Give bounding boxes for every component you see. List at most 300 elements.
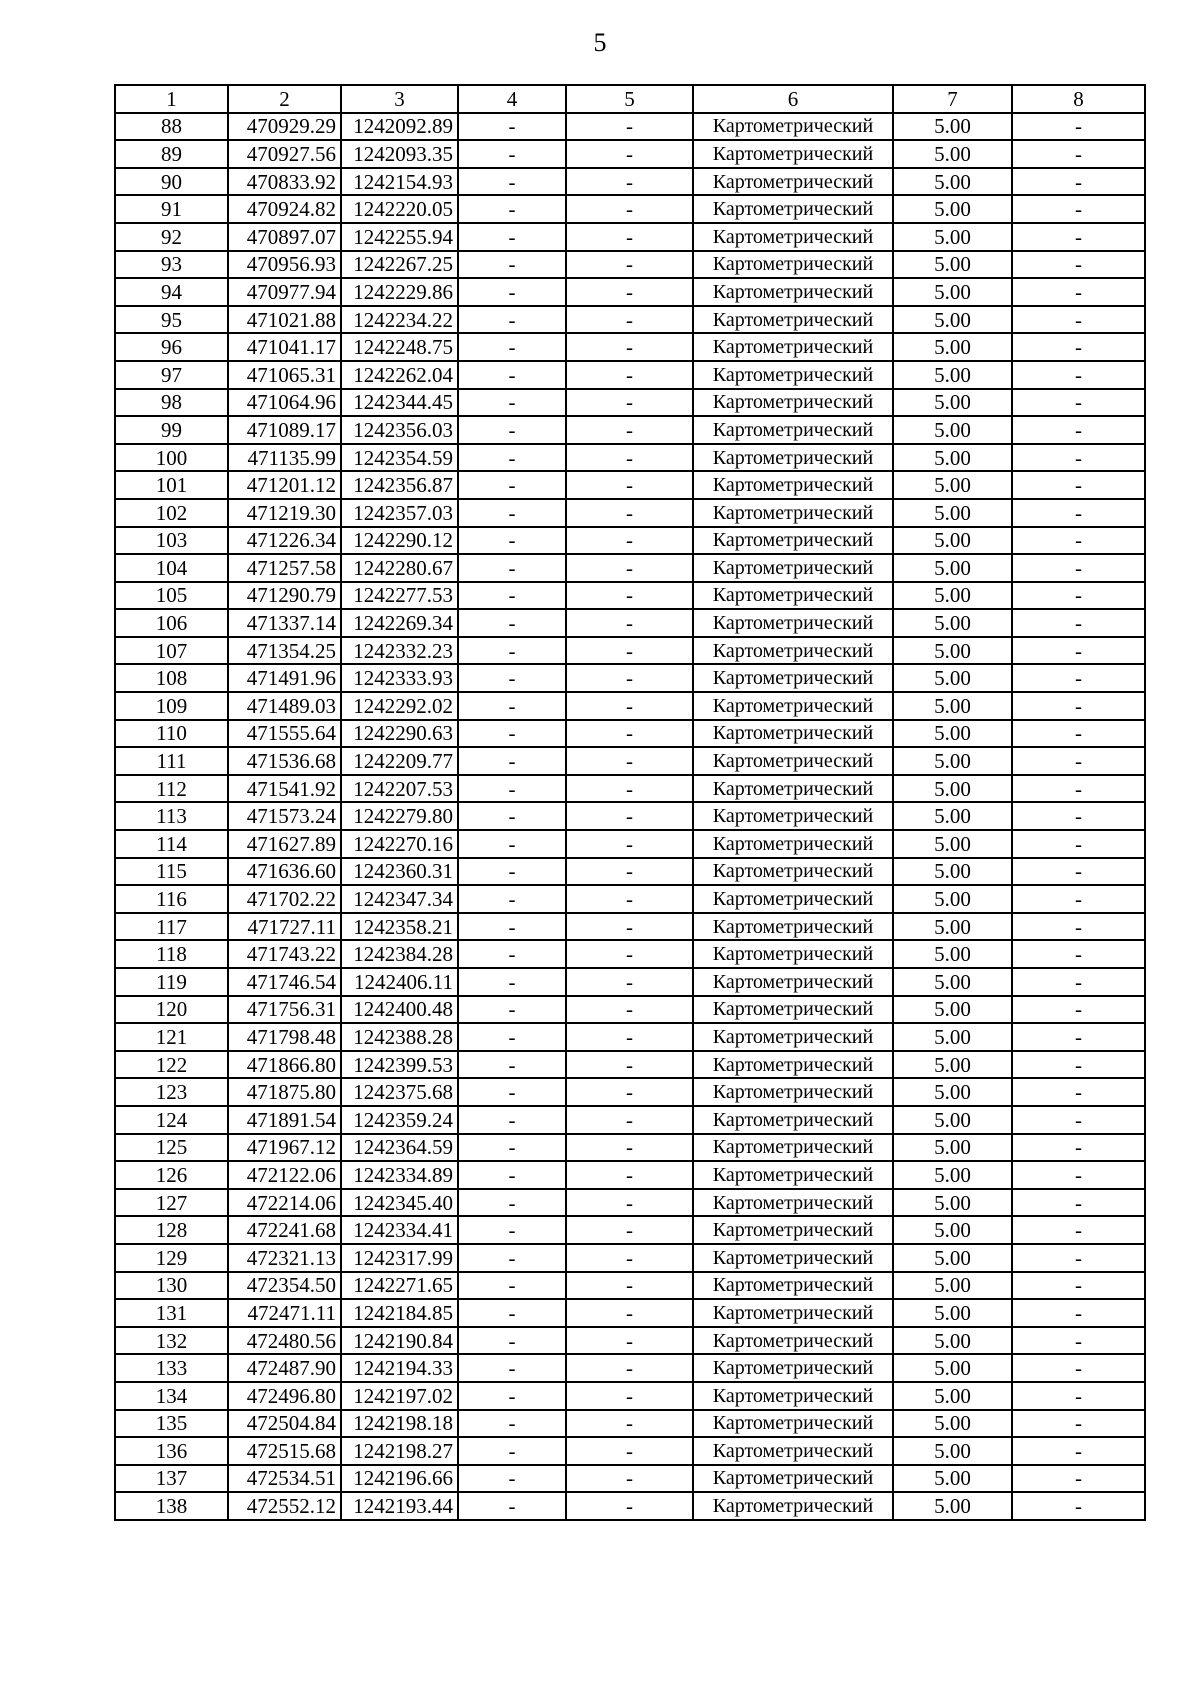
table-cell-col1: 134 [115, 1382, 228, 1410]
table-cell-col7: 5.00 [893, 306, 1012, 334]
table-cell-col1: 131 [115, 1299, 228, 1327]
table-cell-col3: 1242334.41 [341, 1216, 458, 1244]
table-cell-col4: - [458, 1244, 566, 1272]
table-cell-col8: - [1012, 692, 1145, 720]
table-cell-col1: 124 [115, 1106, 228, 1134]
table-row [115, 940, 1145, 968]
table-cell-col7: 5.00 [893, 416, 1012, 444]
table-cell-col6: Картометрический [693, 968, 893, 996]
table-cell-col5: - [566, 168, 693, 196]
table-cell-col1: 132 [115, 1327, 228, 1355]
table-cell-col4: - [458, 1410, 566, 1438]
table-cell-col8: - [1012, 1465, 1145, 1493]
table-row [115, 664, 1145, 692]
table-cell-col2: 471627.89 [228, 830, 341, 858]
table-cell-col6: Картометрический [693, 582, 893, 610]
table-cell-col4: - [458, 940, 566, 968]
table-cell-col5: - [566, 195, 693, 223]
table-row [115, 527, 1145, 555]
table-cell-col8: - [1012, 1492, 1145, 1520]
table-cell-col3: 1242234.22 [341, 306, 458, 334]
table-cell-col3: 1242334.89 [341, 1161, 458, 1189]
table-cell-col3: 1242092.89 [341, 113, 458, 141]
table-cell-col3: 1242347.34 [341, 885, 458, 913]
table-cell-col7: 5.00 [893, 885, 1012, 913]
table-cell-col6: Картометрический [693, 720, 893, 748]
table-cell-col7: 5.00 [893, 1382, 1012, 1410]
table-cell-col8: - [1012, 775, 1145, 803]
table-cell-col2: 472480.56 [228, 1327, 341, 1355]
table-cell-col5: - [566, 1299, 693, 1327]
table-row [115, 1244, 1145, 1272]
table-cell-col3: 1242271.65 [341, 1272, 458, 1300]
table-cell-col3: 1242190.84 [341, 1327, 458, 1355]
table-cell-col6: Картометрический [693, 1465, 893, 1493]
table-cell-col2: 472241.68 [228, 1216, 341, 1244]
table-cell-col6: Картометрический [693, 858, 893, 886]
table-cell-col5: - [566, 223, 693, 251]
table-cell-col7: 5.00 [893, 1189, 1012, 1217]
table-cell-col2: 471041.17 [228, 333, 341, 361]
table-cell-col7: 5.00 [893, 802, 1012, 830]
table-row [115, 140, 1145, 168]
table-cell-col8: - [1012, 389, 1145, 417]
table-row [115, 802, 1145, 830]
table-cell-col4: - [458, 1354, 566, 1382]
column-header-7: 7 [893, 85, 1012, 113]
table-cell-col6: Картометрический [693, 527, 893, 555]
table-cell-col5: - [566, 499, 693, 527]
table-cell-col3: 1242279.80 [341, 802, 458, 830]
table-cell-col5: - [566, 140, 693, 168]
table-row [115, 913, 1145, 941]
table-cell-col5: - [566, 306, 693, 334]
table-cell-col4: - [458, 113, 566, 141]
table-cell-col2: 471135.99 [228, 444, 341, 472]
table-cell-col2: 472552.12 [228, 1492, 341, 1520]
table-cell-col4: - [458, 858, 566, 886]
table-cell-col4: - [458, 554, 566, 582]
table-cell-col5: - [566, 1437, 693, 1465]
table-cell-col4: - [458, 361, 566, 389]
table-cell-col8: - [1012, 1382, 1145, 1410]
coordinates-table [114, 84, 1146, 1521]
table-cell-col4: - [458, 1106, 566, 1134]
table-cell-col7: 5.00 [893, 1216, 1012, 1244]
table-cell-col5: - [566, 1465, 693, 1493]
table-cell-col1: 128 [115, 1216, 228, 1244]
table-cell-col3: 1242332.23 [341, 637, 458, 665]
table-cell-col5: - [566, 940, 693, 968]
table-row [115, 278, 1145, 306]
table-cell-col5: - [566, 664, 693, 692]
table-cell-col4: - [458, 775, 566, 803]
table-cell-col8: - [1012, 1106, 1145, 1134]
table-cell-col2: 471354.25 [228, 637, 341, 665]
table-row [115, 113, 1145, 141]
table-cell-col7: 5.00 [893, 1272, 1012, 1300]
table-row [115, 1382, 1145, 1410]
table-cell-col5: - [566, 1051, 693, 1079]
table-cell-col7: 5.00 [893, 1354, 1012, 1382]
table-cell-col4: - [458, 1437, 566, 1465]
table-cell-col1: 101 [115, 471, 228, 499]
table-cell-col8: - [1012, 278, 1145, 306]
table-cell-col1: 133 [115, 1354, 228, 1382]
table-cell-col7: 5.00 [893, 527, 1012, 555]
table-cell-col3: 1242357.03 [341, 499, 458, 527]
table-row [115, 968, 1145, 996]
table-cell-col7: 5.00 [893, 1106, 1012, 1134]
table-cell-col6: Картометрический [693, 1134, 893, 1162]
table-cell-col3: 1242262.04 [341, 361, 458, 389]
table-row [115, 251, 1145, 279]
table-body [115, 113, 1145, 1520]
table-cell-col7: 5.00 [893, 471, 1012, 499]
table-cell-col8: - [1012, 113, 1145, 141]
table-cell-col3: 1242399.53 [341, 1051, 458, 1079]
table-cell-col1: 103 [115, 527, 228, 555]
table-row [115, 775, 1145, 803]
table-cell-col3: 1242277.53 [341, 582, 458, 610]
table-row [115, 1299, 1145, 1327]
table-cell-col5: - [566, 609, 693, 637]
table-cell-col4: - [458, 802, 566, 830]
table-cell-col8: - [1012, 471, 1145, 499]
table-cell-col5: - [566, 278, 693, 306]
table-cell-col1: 130 [115, 1272, 228, 1300]
table-cell-col5: - [566, 1492, 693, 1520]
table-cell-col1: 97 [115, 361, 228, 389]
table-cell-col2: 471064.96 [228, 389, 341, 417]
table-cell-col7: 5.00 [893, 996, 1012, 1024]
table-cell-col5: - [566, 1354, 693, 1382]
table-cell-col1: 105 [115, 582, 228, 610]
table-cell-col3: 1242280.67 [341, 554, 458, 582]
table-cell-col4: - [458, 1272, 566, 1300]
table-cell-col2: 471573.24 [228, 802, 341, 830]
table-cell-col4: - [458, 195, 566, 223]
table-cell-col4: - [458, 499, 566, 527]
table-row [115, 223, 1145, 251]
table-cell-col5: - [566, 251, 693, 279]
table-cell-col3: 1242344.45 [341, 389, 458, 417]
table-row [115, 333, 1145, 361]
table-cell-col5: - [566, 1161, 693, 1189]
table-cell-col2: 471875.80 [228, 1078, 341, 1106]
table-cell-col5: - [566, 802, 693, 830]
table-cell-col1: 135 [115, 1410, 228, 1438]
table-cell-col3: 1242197.02 [341, 1382, 458, 1410]
table-row [115, 306, 1145, 334]
table-cell-col5: - [566, 1134, 693, 1162]
table-cell-col6: Картометрический [693, 554, 893, 582]
table-cell-col8: - [1012, 802, 1145, 830]
table-cell-col2: 471798.48 [228, 1023, 341, 1051]
table-cell-col2: 471746.54 [228, 968, 341, 996]
table-cell-col8: - [1012, 637, 1145, 665]
table-cell-col4: - [458, 996, 566, 1024]
table-cell-col1: 98 [115, 389, 228, 417]
table-cell-col1: 111 [115, 747, 228, 775]
table-cell-col6: Картометрический [693, 1189, 893, 1217]
table-row [115, 444, 1145, 472]
table-cell-col2: 472534.51 [228, 1465, 341, 1493]
table-cell-col7: 5.00 [893, 692, 1012, 720]
table-cell-col6: Картометрический [693, 940, 893, 968]
table-cell-col2: 471743.22 [228, 940, 341, 968]
table-cell-col7: 5.00 [893, 775, 1012, 803]
table-row [115, 416, 1145, 444]
table-row [115, 1354, 1145, 1382]
table-row [115, 830, 1145, 858]
table-cell-col4: - [458, 1327, 566, 1355]
table-cell-col4: - [458, 1051, 566, 1079]
table-cell-col5: - [566, 471, 693, 499]
table-cell-col1: 138 [115, 1492, 228, 1520]
table-row [115, 1410, 1145, 1438]
table-cell-col5: - [566, 527, 693, 555]
table-cell-col1: 120 [115, 996, 228, 1024]
table-cell-col6: Картометрический [693, 251, 893, 279]
table-cell-col7: 5.00 [893, 1078, 1012, 1106]
table-cell-col7: 5.00 [893, 858, 1012, 886]
table-cell-col3: 1242358.21 [341, 913, 458, 941]
table-cell-col4: - [458, 1216, 566, 1244]
table-cell-col7: 5.00 [893, 637, 1012, 665]
table-cell-col6: Картометрический [693, 333, 893, 361]
table-cell-col1: 117 [115, 913, 228, 941]
table-cell-col8: - [1012, 747, 1145, 775]
table-cell-col3: 1242220.05 [341, 195, 458, 223]
table-cell-col6: Картометрический [693, 1023, 893, 1051]
table-cell-col6: Картометрический [693, 1106, 893, 1134]
table-cell-col4: - [458, 885, 566, 913]
table-cell-col8: - [1012, 195, 1145, 223]
table-cell-col1: 136 [115, 1437, 228, 1465]
table-cell-col2: 471226.34 [228, 527, 341, 555]
table-cell-col8: - [1012, 858, 1145, 886]
table-cell-col2: 471489.03 [228, 692, 341, 720]
table-cell-col7: 5.00 [893, 609, 1012, 637]
table-cell-col2: 472504.84 [228, 1410, 341, 1438]
table-cell-col7: 5.00 [893, 830, 1012, 858]
table-cell-col7: 5.00 [893, 1134, 1012, 1162]
table-cell-col2: 471089.17 [228, 416, 341, 444]
table-cell-col1: 118 [115, 940, 228, 968]
table-cell-col6: Картометрический [693, 278, 893, 306]
table-cell-col8: - [1012, 1216, 1145, 1244]
table-cell-col7: 5.00 [893, 1465, 1012, 1493]
table-cell-col4: - [458, 416, 566, 444]
table-cell-col2: 471636.60 [228, 858, 341, 886]
table-cell-col3: 1242356.03 [341, 416, 458, 444]
table-cell-col5: - [566, 416, 693, 444]
table-cell-col7: 5.00 [893, 554, 1012, 582]
table-cell-col4: - [458, 830, 566, 858]
table-cell-col5: - [566, 444, 693, 472]
table-cell-col8: - [1012, 499, 1145, 527]
table-cell-col8: - [1012, 251, 1145, 279]
table-cell-col3: 1242317.99 [341, 1244, 458, 1272]
table-cell-col6: Картометрический [693, 140, 893, 168]
column-header-4: 4 [458, 85, 566, 113]
table-row [115, 389, 1145, 417]
table-cell-col4: - [458, 471, 566, 499]
table-row [115, 692, 1145, 720]
table-row [115, 1023, 1145, 1051]
table-cell-col1: 95 [115, 306, 228, 334]
table-cell-col2: 472496.80 [228, 1382, 341, 1410]
table-cell-col7: 5.00 [893, 1410, 1012, 1438]
column-header-5: 5 [566, 85, 693, 113]
table-cell-col3: 1242198.18 [341, 1410, 458, 1438]
table-cell-col8: - [1012, 416, 1145, 444]
table-cell-col8: - [1012, 1161, 1145, 1189]
table-cell-col3: 1242388.28 [341, 1023, 458, 1051]
column-header-2: 2 [228, 85, 341, 113]
table-cell-col7: 5.00 [893, 444, 1012, 472]
table-cell-col2: 471257.58 [228, 554, 341, 582]
table-cell-col7: 5.00 [893, 747, 1012, 775]
table-row [115, 1051, 1145, 1079]
table-cell-col3: 1242345.40 [341, 1189, 458, 1217]
table-cell-col8: - [1012, 609, 1145, 637]
column-header-6: 6 [693, 85, 893, 113]
table-row [115, 885, 1145, 913]
table-cell-col3: 1242364.59 [341, 1134, 458, 1162]
table-cell-col3: 1242193.44 [341, 1492, 458, 1520]
table-cell-col3: 1242248.75 [341, 333, 458, 361]
table-cell-col5: - [566, 1078, 693, 1106]
table-cell-col3: 1242384.28 [341, 940, 458, 968]
table-cell-col8: - [1012, 1244, 1145, 1272]
table-cell-col4: - [458, 1299, 566, 1327]
table-cell-col1: 107 [115, 637, 228, 665]
table-cell-col2: 471702.22 [228, 885, 341, 913]
table-row [115, 1134, 1145, 1162]
table-cell-col4: - [458, 1465, 566, 1493]
table-cell-col6: Картометрический [693, 1299, 893, 1327]
table-cell-col2: 472515.68 [228, 1437, 341, 1465]
table-row [115, 747, 1145, 775]
table-cell-col2: 471891.54 [228, 1106, 341, 1134]
table-cell-col8: - [1012, 333, 1145, 361]
table-row [115, 996, 1145, 1024]
table-cell-col2: 470929.29 [228, 113, 341, 141]
table-cell-col6: Картометрический [693, 775, 893, 803]
table-cell-col2: 472487.90 [228, 1354, 341, 1382]
table-cell-col4: - [458, 278, 566, 306]
table-cell-col6: Картометрический [693, 361, 893, 389]
table-cell-col2: 470927.56 [228, 140, 341, 168]
table-cell-col8: - [1012, 1189, 1145, 1217]
table-cell-col7: 5.00 [893, 1244, 1012, 1272]
table-cell-col5: - [566, 747, 693, 775]
table-cell-col4: - [458, 609, 566, 637]
table-cell-col8: - [1012, 720, 1145, 748]
table-cell-col6: Картометрический [693, 1216, 893, 1244]
table-cell-col6: Картометрический [693, 1244, 893, 1272]
table-cell-col1: 90 [115, 168, 228, 196]
table-cell-col4: - [458, 637, 566, 665]
table-cell-col6: Картометрический [693, 499, 893, 527]
table-cell-col8: - [1012, 223, 1145, 251]
table-cell-col6: Картометрический [693, 389, 893, 417]
table-cell-col4: - [458, 223, 566, 251]
table-cell-col2: 471756.31 [228, 996, 341, 1024]
table-cell-col1: 92 [115, 223, 228, 251]
table-cell-col3: 1242290.12 [341, 527, 458, 555]
table-cell-col8: - [1012, 664, 1145, 692]
table-cell-col4: - [458, 1023, 566, 1051]
table-cell-col7: 5.00 [893, 251, 1012, 279]
table-cell-col3: 1242093.35 [341, 140, 458, 168]
table-cell-col4: - [458, 1078, 566, 1106]
column-header-8: 8 [1012, 85, 1145, 113]
table-cell-col7: 5.00 [893, 168, 1012, 196]
table-cell-col6: Картометрический [693, 1492, 893, 1520]
table-cell-col2: 471201.12 [228, 471, 341, 499]
table-cell-col6: Картометрический [693, 609, 893, 637]
table-cell-col1: 109 [115, 692, 228, 720]
table-cell-col1: 126 [115, 1161, 228, 1189]
table-row [115, 858, 1145, 886]
table-cell-col4: - [458, 747, 566, 775]
table-cell-col1: 122 [115, 1051, 228, 1079]
table-row [115, 361, 1145, 389]
table-cell-col4: - [458, 1382, 566, 1410]
table-row [115, 1437, 1145, 1465]
table-cell-col2: 471555.64 [228, 720, 341, 748]
table-cell-col1: 108 [115, 664, 228, 692]
table-cell-col5: - [566, 968, 693, 996]
table-cell-col4: - [458, 913, 566, 941]
table-cell-col7: 5.00 [893, 223, 1012, 251]
table-cell-col1: 89 [115, 140, 228, 168]
table-row [115, 168, 1145, 196]
table-cell-col8: - [1012, 968, 1145, 996]
table-cell-col2: 471290.79 [228, 582, 341, 610]
table-cell-col8: - [1012, 527, 1145, 555]
table-cell-col6: Картометрический [693, 1327, 893, 1355]
table-cell-col3: 1242229.86 [341, 278, 458, 306]
table-cell-col4: - [458, 251, 566, 279]
table-cell-col1: 96 [115, 333, 228, 361]
table-cell-col6: Картометрический [693, 1161, 893, 1189]
table-cell-col8: - [1012, 996, 1145, 1024]
table-cell-col5: - [566, 1106, 693, 1134]
table-cell-col3: 1242184.85 [341, 1299, 458, 1327]
table-row [115, 195, 1145, 223]
table-cell-col1: 137 [115, 1465, 228, 1493]
table-cell-col1: 127 [115, 1189, 228, 1217]
table-cell-col1: 125 [115, 1134, 228, 1162]
table-cell-col5: - [566, 830, 693, 858]
table-cell-col6: Картометрический [693, 1078, 893, 1106]
table-cell-col6: Картометрический [693, 416, 893, 444]
table-cell-col5: - [566, 389, 693, 417]
table-cell-col4: - [458, 140, 566, 168]
table-cell-col1: 129 [115, 1244, 228, 1272]
table-cell-col3: 1242375.68 [341, 1078, 458, 1106]
table-cell-col1: 110 [115, 720, 228, 748]
table-cell-col4: - [458, 968, 566, 996]
table-cell-col4: - [458, 664, 566, 692]
table-cell-col1: 94 [115, 278, 228, 306]
table-cell-col8: - [1012, 444, 1145, 472]
table-cell-col3: 1242292.02 [341, 692, 458, 720]
